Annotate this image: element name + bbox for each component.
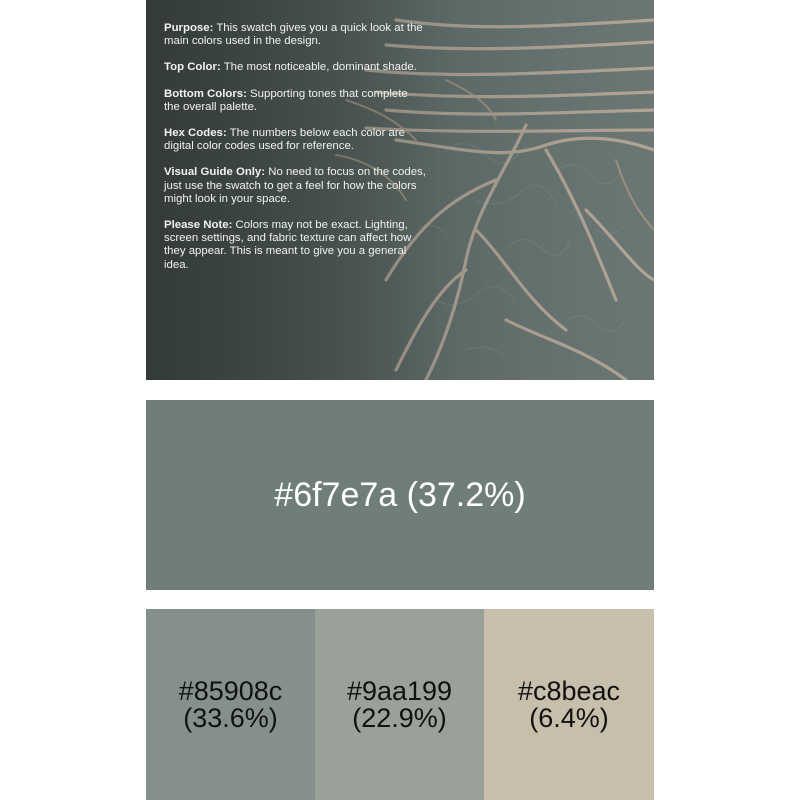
supporting-color-1-hex: #85908c	[178, 675, 283, 706]
top-color-paragraph	[164, 61, 426, 74]
supporting-color-swatch-1	[146, 609, 315, 800]
purpose-label: Purpose:	[164, 22, 214, 34]
supporting-colors-row	[146, 609, 654, 800]
supporting-color-2-percent: (22.9%)	[352, 702, 447, 733]
dominant-color-label: #6f7e7a (37.2%)	[274, 475, 526, 514]
purpose-paragraph	[164, 22, 426, 48]
please-note-label: Please Note:	[164, 219, 233, 232]
hex-codes-text: The numbers below each color are digital color codes used for reference.	[164, 127, 406, 153]
info-text-block	[164, 22, 426, 285]
please-note-text: Colors may not be exact. Lighting, screen settings, and fabric texture can affect how they appear. This is meant to give you a general idea.	[164, 219, 412, 271]
top-color-label: Top Color:	[164, 61, 221, 74]
dominant-color-swatch	[146, 400, 654, 590]
bottom-colors-text: Supporting tones that complete the overall palette.	[164, 87, 408, 113]
purpose-text: This swatch gives you a quick look at the main colors used in the design.	[164, 22, 423, 48]
visual-guide-paragraph	[164, 166, 426, 206]
please-note-paragraph	[164, 219, 426, 272]
supporting-color-3-hex: #c8beac	[517, 675, 621, 706]
supporting-color-swatch-2	[315, 609, 484, 800]
top-color-text: The most noticeable, dominant shade.	[220, 61, 417, 74]
bottom-colors-paragraph	[164, 88, 426, 114]
bottom-colors-label: Bottom Colors:	[164, 87, 247, 100]
supporting-color-1-percent: (33.6%)	[183, 702, 278, 733]
visual-guide-text: No need to focus on the codes, just use the swatch to get a feel for how the colors might look in your space.	[164, 166, 426, 205]
supporting-color-2-hex: #9aa199	[346, 675, 453, 706]
hex-codes-paragraph	[164, 127, 426, 153]
fabric-info-panel	[146, 0, 654, 380]
supporting-color-3-percent: (6.4%)	[529, 702, 609, 733]
supporting-color-swatch-3	[484, 609, 654, 800]
visual-guide-label: Visual Guide Only:	[164, 166, 266, 179]
hex-codes-label: Hex Codes:	[164, 127, 227, 140]
